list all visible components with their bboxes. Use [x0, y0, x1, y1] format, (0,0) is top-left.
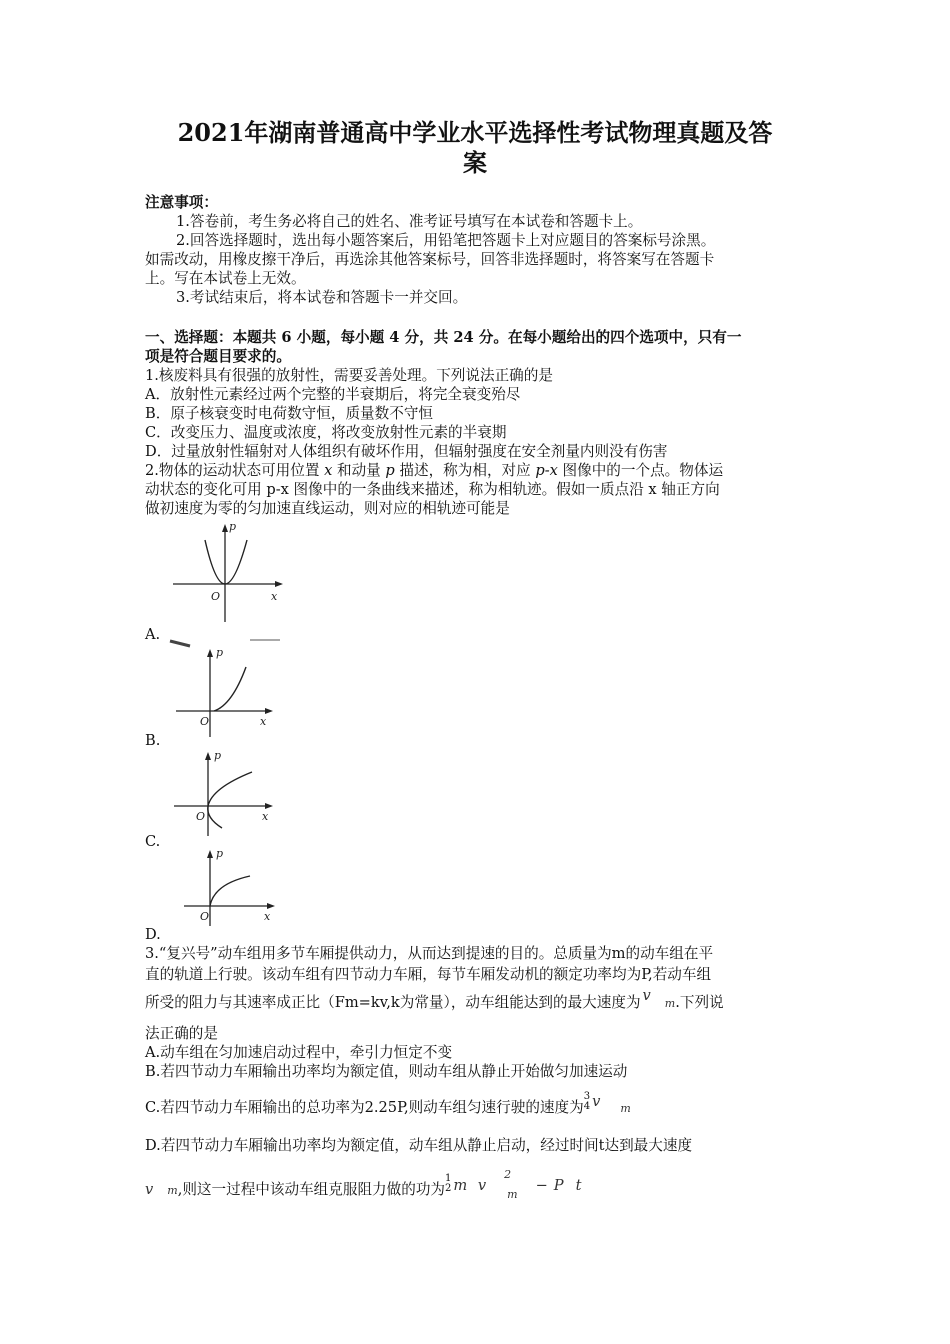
q1-option-a: A．放射性元素经过两个完整的半衰期后，将完全衰变殆尽	[145, 386, 521, 403]
notice-item-2-cont: 如需改动，用橡皮擦干净后，再选涂其他答案标号，回答非选择题时，将答案写在答题卡	[145, 251, 715, 268]
parabola-curve	[205, 540, 247, 584]
q2-option-b: B.	[145, 732, 161, 749]
svg-text:x: x	[260, 715, 267, 728]
fraction-1-2: 1 2	[445, 1173, 452, 1194]
svg-text:x: x	[262, 810, 269, 823]
q2-option-d: D.	[145, 926, 161, 943]
svg-text:p: p	[216, 847, 224, 860]
q3-stem-4: 法正确的是	[145, 1025, 218, 1042]
q1-option-d: D．过量放射性辐射对人体组织有破坏作用，但辐射强度在安全剂量内则没有伤害	[145, 443, 668, 460]
q2-option-a: A.	[145, 626, 161, 643]
notice-item-2-end: 上。写在本试卷上无效。	[145, 270, 306, 287]
q2-stem-1: 2.物体的运动状态可用位置 x 和动量 p 描述，称为相，对应 p-x 图像中的一个点。物体运	[145, 462, 724, 479]
q2-option-c: C.	[145, 833, 161, 850]
page-title: 2021年湖南普通高中学业水平选择性考试物理真题及答 案	[177, 118, 773, 177]
q3-option-d-cont: v m,则这一过程中该动车组克服阻力做的功为 1 2 m $v^2_m- P$ t	[145, 1168, 582, 1201]
section-heading-cont: 项是符合题目要求的。	[145, 348, 291, 365]
q1-stem: 1.核废料具有很强的放射性，需要妥善处理。下列说法正确的是	[145, 367, 553, 384]
q3-option-b: B.若四节动力车厢输出功率均为额定值，则动车组从静止开始做匀加速运动	[145, 1063, 628, 1080]
q2-graph-c	[168, 748, 280, 838]
svg-text:p: p	[214, 749, 222, 762]
notice-heading: 注意事项：	[145, 194, 218, 211]
svg-text:O: O	[200, 910, 210, 923]
q1-option-b: B．原子核衰变时电荷数守恒，质量数不守恒	[145, 405, 434, 422]
svg-text:O: O	[196, 810, 206, 823]
q2-stem-2: 动状态的变化可用 p-x 图像中的一条曲线来描述，称为相轨迹。假如一质点沿 x 轴正方向	[145, 481, 720, 498]
section-heading: 一、选择题：本题共 6 小题，每小题 4 分，共 24 分。在每小题给出的四个选项中，只有一	[145, 329, 742, 346]
svg-text:x: x	[264, 910, 271, 923]
axis-label-o: O	[211, 590, 221, 603]
q3-stem-1: 3.“复兴号”动车组用多节车厢提供动力，从而达到提速的目的。总质量为m的动车组在平	[145, 945, 714, 962]
notice-item-1: 1.答卷前，考生务必将自己的姓名、准考证号填写在本试卷和答题卡上。	[176, 213, 643, 230]
sideways-parabola-curve	[208, 772, 252, 828]
q3-option-a: A.动车组在匀加速启动过程中，牵引力恒定不变	[145, 1044, 453, 1061]
q3-option-c: C.若四节动力车厢输出的总功率为2.25P,则动车组匀速行驶的速度为 3 4 v m	[145, 1091, 631, 1116]
axis-label-p: p	[229, 520, 237, 533]
q2-graph-a	[165, 518, 290, 628]
notice-item-3: 3.考试结束后，将本试卷和答题卡一并交回。	[176, 289, 468, 306]
q1-option-c: C．改变压力、温度或浓度，将改变放射性元素的半衰期	[145, 424, 507, 441]
q3-stem-3: 所受的阻力与其速率成正比（Fm=kv,k为常量），动车组能达到的最大速度为 v m.下列说	[145, 987, 724, 1011]
q2-stem-3: 做初速度为零的匀加速直线运动，则对应的相轨迹可能是	[145, 500, 510, 517]
concave-curve	[214, 667, 246, 711]
q2-graph-b	[170, 645, 280, 740]
svg-text:p: p	[216, 646, 224, 659]
sqrt-curve	[210, 876, 250, 906]
q3-option-d: D.若四节动力车厢输出功率均为额定值，动车组从静止启动，经过时间t达到最大速度	[145, 1137, 693, 1154]
q2-graph-d	[178, 846, 278, 928]
axis-label-x: x	[271, 590, 278, 603]
fraction-3-4: 3 4	[583, 1091, 591, 1112]
q3-stem-2: 直的轨道上行驶。该动车组有四节动力车厢，每节车厢发动机的额定功率均为P,若动车组	[145, 966, 712, 983]
notice-item-2: 2.回答选择题时，选出每小题答案后，用铅笔把答题卡上对应题目的答案标号涂黑。	[176, 232, 716, 249]
svg-text:O: O	[200, 715, 210, 728]
